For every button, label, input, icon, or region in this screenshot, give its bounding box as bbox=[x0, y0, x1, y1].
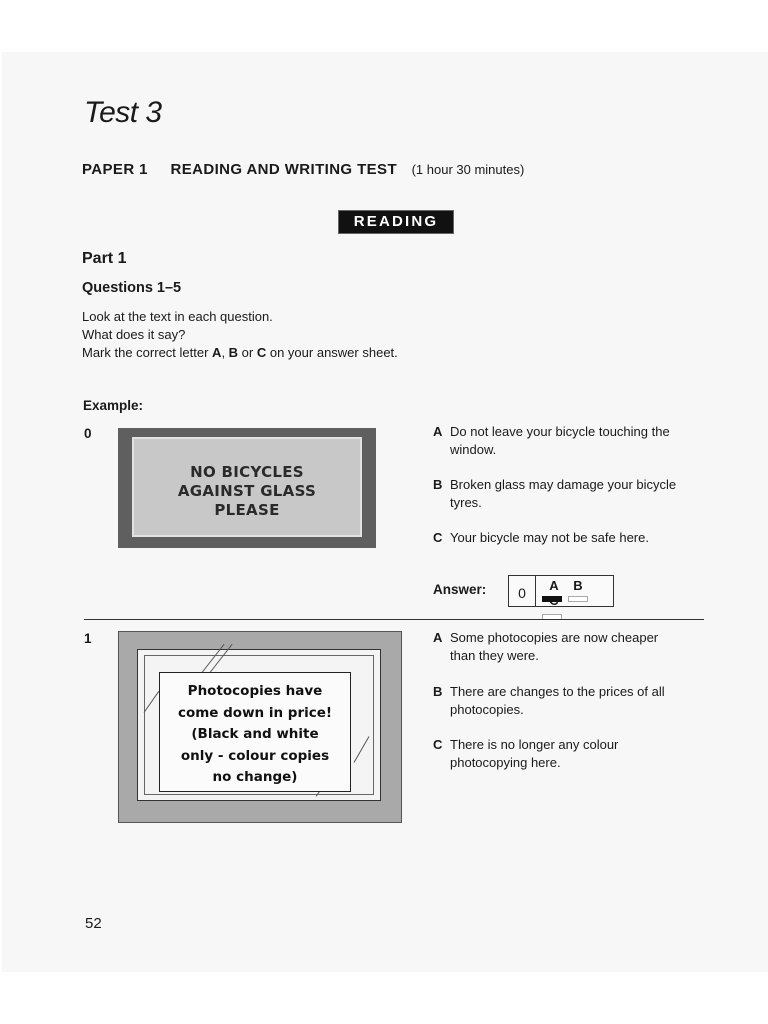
question-1-option-c: C There is no longer any colour photocopying here. bbox=[433, 737, 619, 770]
example-sign-text: NO BICYCLES AGAINST GLASS PLEASE bbox=[177, 463, 317, 519]
answer-box-number: 0 bbox=[509, 576, 536, 606]
example-sign-panel bbox=[132, 437, 362, 537]
instruction-line-1: Look at the text in each question. bbox=[82, 309, 273, 324]
answer-label: Answer: bbox=[433, 582, 487, 597]
example-option-b: B Broken glass may damage your bicycle tyres. bbox=[433, 477, 677, 510]
window-frame bbox=[137, 649, 381, 801]
answer-box bbox=[508, 575, 614, 607]
test-title: Test 3 bbox=[84, 96, 162, 129]
question-1-sign-image bbox=[118, 631, 402, 823]
paper-name: READING AND WRITING TEST bbox=[170, 161, 398, 178]
questions-title: Questions 1–5 bbox=[82, 280, 182, 296]
example-number: 0 bbox=[84, 426, 92, 441]
photocopy-notice-text: Photocopies have come down in price! (Black and white only - colour copies no change) bbox=[177, 683, 333, 785]
instruction-line-2: What does it say? bbox=[82, 327, 186, 342]
example-option-c: C Your bicycle may not be safe here. bbox=[433, 530, 649, 545]
page-sheet bbox=[2, 52, 768, 972]
example-label: Example: bbox=[83, 398, 144, 413]
example-sign-image bbox=[118, 428, 376, 548]
part-title: Part 1 bbox=[82, 250, 127, 267]
question-1-number: 1 bbox=[84, 631, 92, 646]
paper-duration: (1 hour 30 minutes) bbox=[411, 162, 525, 177]
example-option-a: A Do not leave your bicycle touching the window. bbox=[433, 424, 670, 457]
answer-mark-b bbox=[568, 596, 588, 602]
question-1-option-b: B There are changes to the prices of all photocopies. bbox=[433, 684, 665, 717]
paper-heading bbox=[82, 161, 524, 178]
answer-box-marks bbox=[542, 596, 613, 632]
answer-box-letters: A B bbox=[549, 578, 583, 593]
section-badge: READING bbox=[338, 210, 454, 234]
page-number: 52 bbox=[85, 915, 102, 932]
photocopy-notice bbox=[159, 672, 351, 792]
question-1-option-a: A Some photocopies are now cheaper than they were. bbox=[433, 630, 659, 663]
paper-label: PAPER 1 bbox=[82, 161, 148, 178]
answer-mark-a bbox=[542, 596, 562, 602]
instruction-line-3: Mark the correct letter A, B or C on your answer sheet. bbox=[82, 345, 398, 360]
divider bbox=[84, 619, 704, 620]
